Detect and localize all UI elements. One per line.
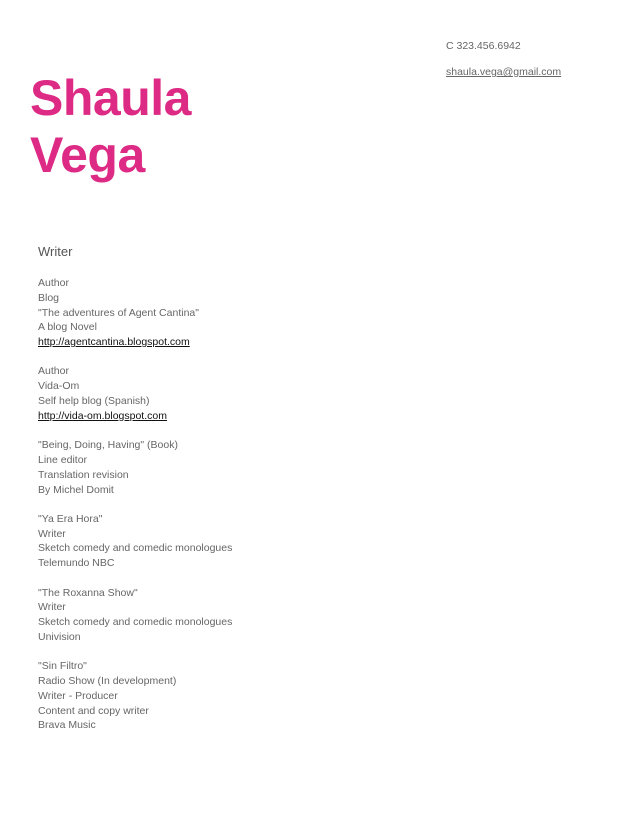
entry-line: "Being, Doing, Having" (Book) <box>38 439 178 452</box>
entry-line: Translation revision <box>38 468 129 481</box>
entry-line: "The Roxanna Show" <box>38 586 138 599</box>
entry-line: Vida-Om <box>38 380 80 393</box>
entry-line: Writer - Producer <box>38 689 118 702</box>
role-heading: Writer <box>38 244 73 259</box>
entry-line: Sketch comedy and comedic monologues <box>38 542 233 555</box>
entry-line: Author <box>38 365 69 378</box>
phone-number: C 323.456.6942 <box>446 40 521 52</box>
entry-line: "Ya Era Hora" <box>38 512 103 525</box>
entry-line: Univision <box>38 630 81 643</box>
experience-entry <box>38 276 232 350</box>
entry-line: By Michel Domit <box>38 483 114 496</box>
entry-line: Content and copy writer <box>38 704 149 717</box>
entry-line: Radio Show (In development) <box>38 675 177 688</box>
last-name: Vega <box>30 127 145 183</box>
entry-line: Line editor <box>38 453 88 466</box>
entry-line: Sketch comedy and comedic monologues <box>38 616 233 629</box>
entry-line: A blog Novel <box>38 321 97 334</box>
entry-line: "The adventures of Agent Cantina" <box>38 306 199 319</box>
entry-link[interactable]: http://agentcantina.blogspot.com <box>38 336 190 349</box>
entry-line: "Sin Filtro" <box>38 660 87 673</box>
entry-line: Writer <box>38 527 66 540</box>
entry-line: Writer <box>38 601 66 614</box>
entry-line: Blog <box>38 291 60 304</box>
contact-block <box>446 33 561 85</box>
first-name: Shaula <box>30 70 191 126</box>
experience-entry <box>38 586 232 645</box>
experience-entry <box>38 512 232 571</box>
person-name <box>30 70 191 184</box>
entry-link[interactable]: http://vida-om.blogspot.com <box>38 409 167 422</box>
experience-entry <box>38 659 232 733</box>
entry-line: Telemundo NBC <box>38 557 115 570</box>
experience-list <box>38 276 232 748</box>
entry-line: Brava Music <box>38 719 96 732</box>
email-link[interactable]: shaula.vega@gmail.com <box>446 66 562 78</box>
entry-line: Self help blog (Spanish) <box>38 395 150 408</box>
experience-entry <box>38 364 232 423</box>
entry-line: Author <box>38 277 69 289</box>
experience-entry <box>38 438 232 497</box>
